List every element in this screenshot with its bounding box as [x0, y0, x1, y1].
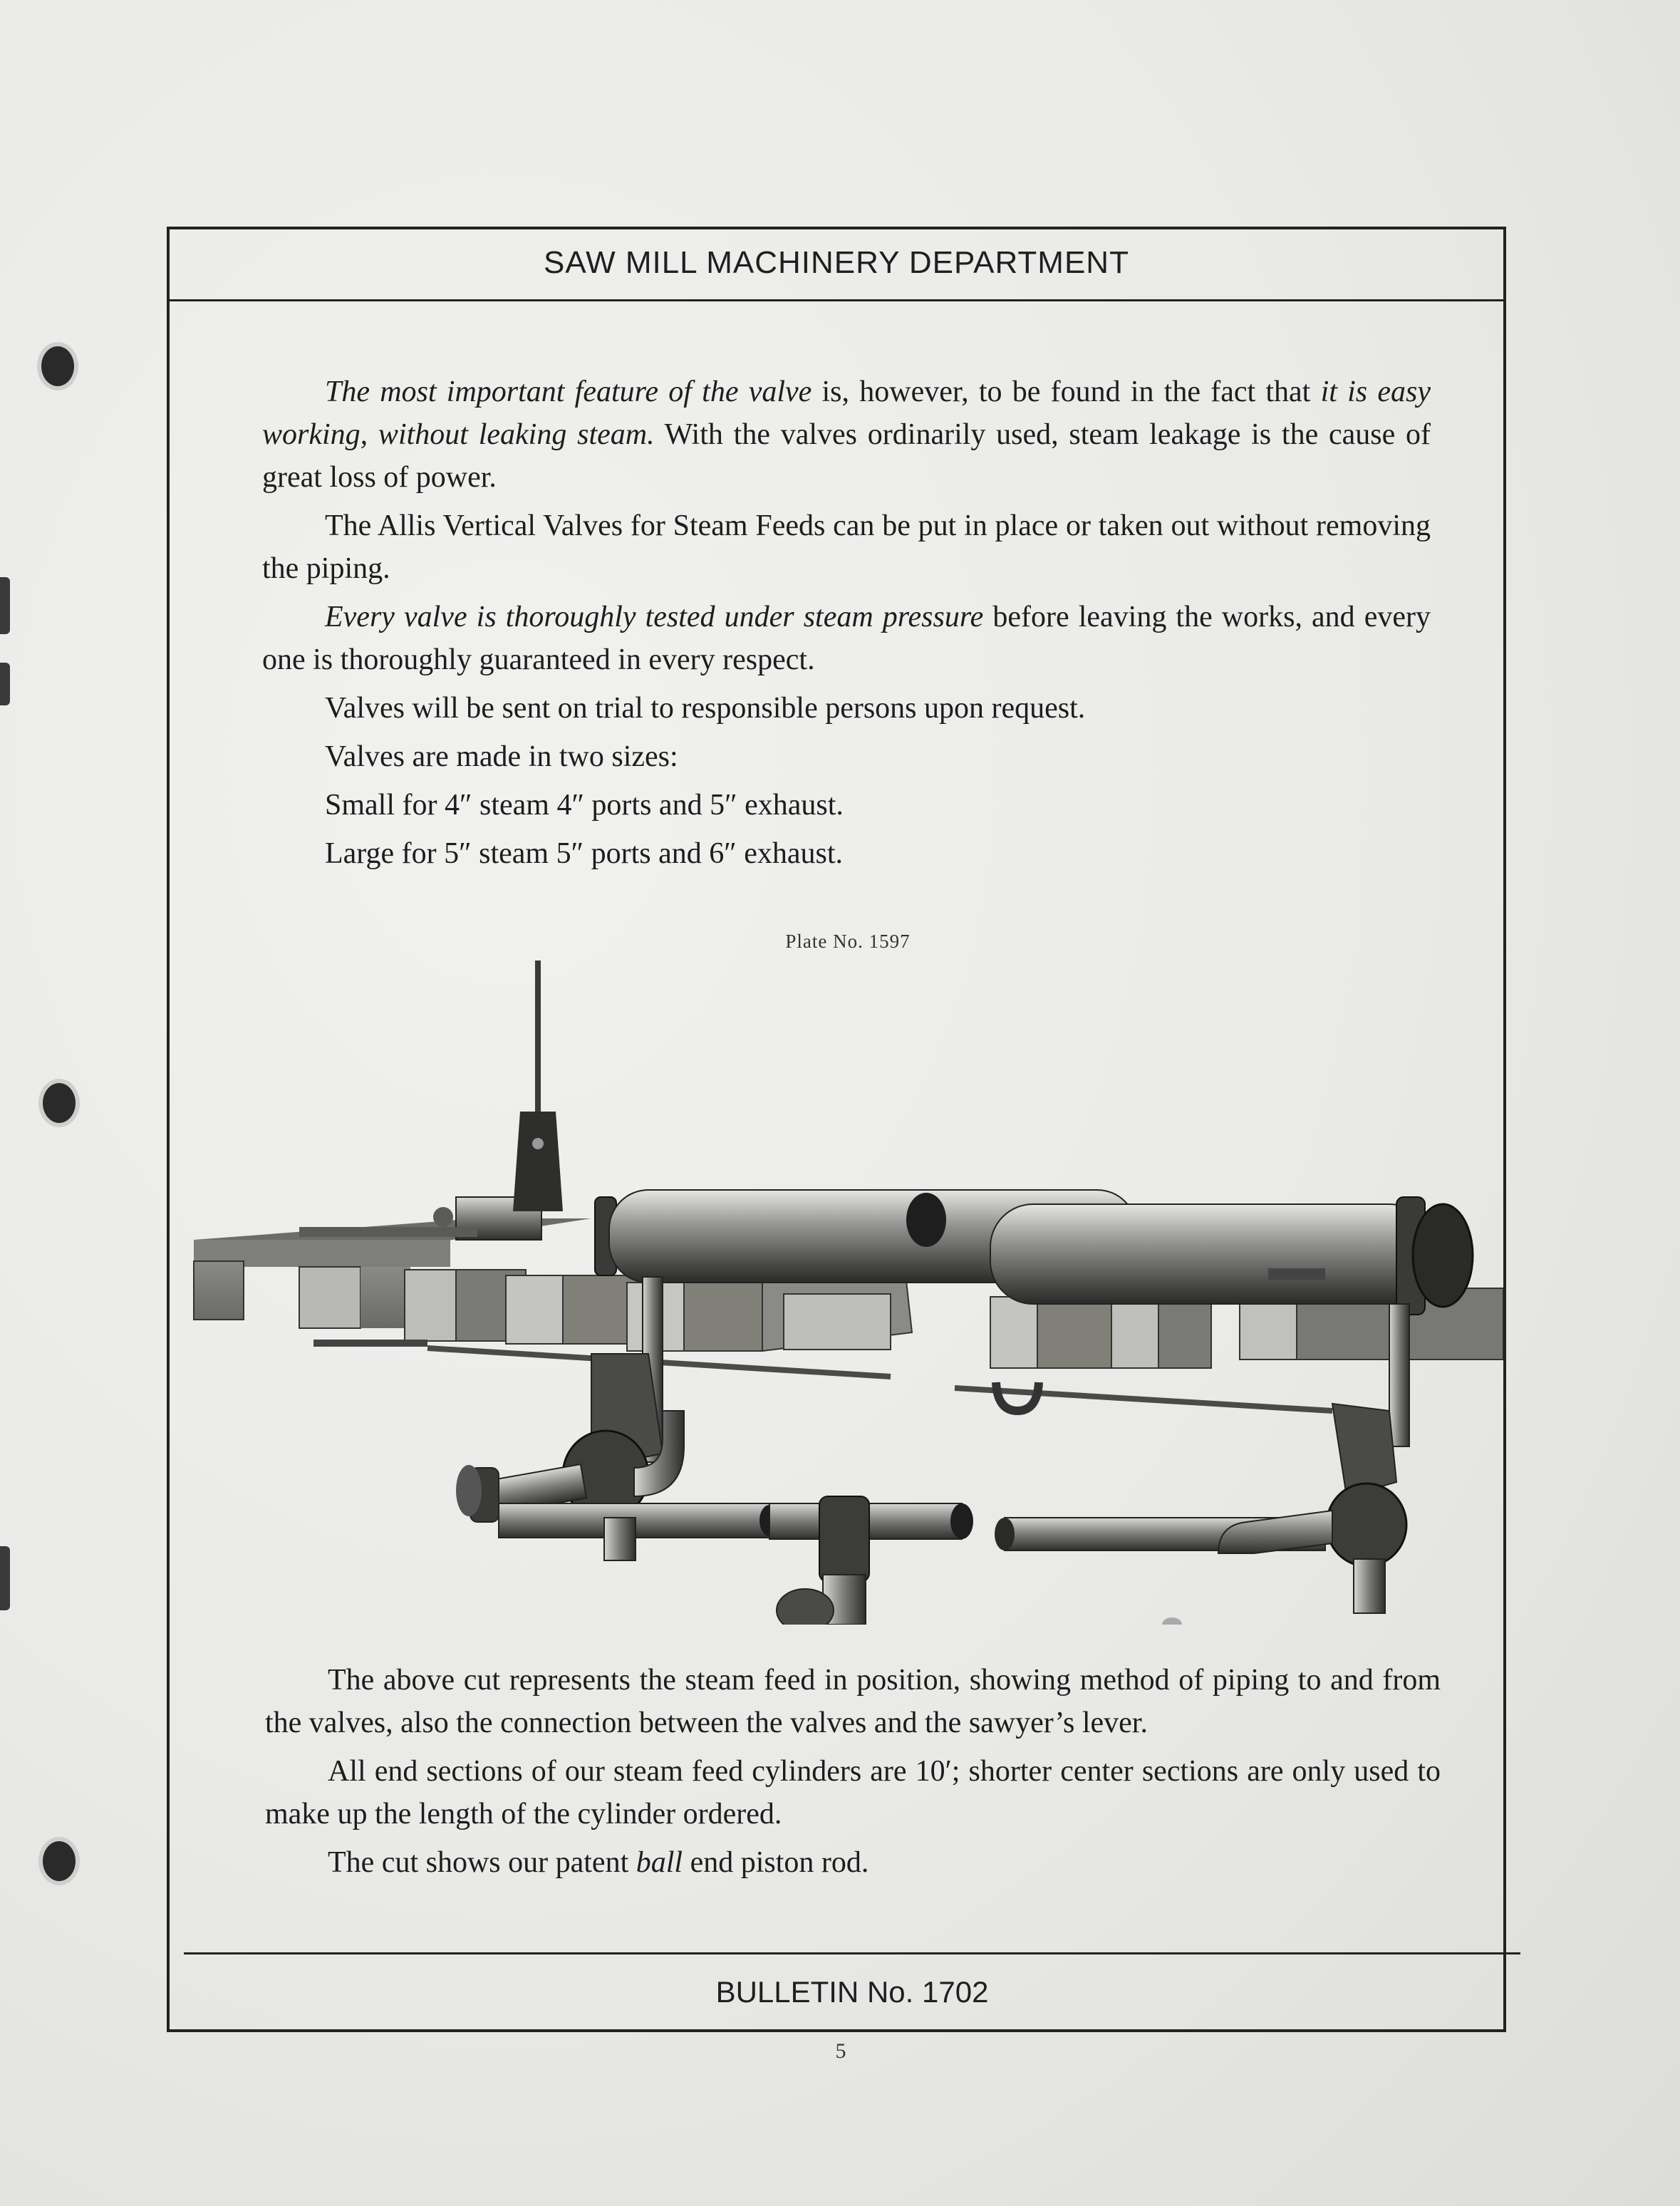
outro-text-block: [265, 1659, 1441, 1884]
bulletin-number: BULLETIN No. 1702: [715, 1975, 989, 2009]
binder-hole-middle: [43, 1083, 76, 1123]
paragraph-text: The cut shows our patent: [328, 1846, 636, 1879]
paragraph-cylinder-sections: All end sections of our steam feed cylinders are 10′; shorter center sections are only used to make up the length of the cylinder ordered.: [265, 1755, 1441, 1830]
emphasis-text: ball: [636, 1846, 683, 1879]
edge-wear-mark: [0, 663, 10, 705]
sawyer-lever: [513, 960, 563, 1211]
department-heading: SAW MILL MACHINERY DEPARTMENT: [544, 245, 1129, 280]
edge-wear-mark: [0, 1546, 10, 1610]
paragraph-text: end piston rod.: [683, 1846, 869, 1879]
page-number: 5: [835, 2039, 846, 2063]
emphasis-text: The most important feature of the valve: [325, 376, 812, 408]
right-steam-cylinder: [990, 1197, 1473, 1315]
paragraph-testing: [262, 596, 1431, 681]
paragraph-text: With the valves ordinarily used, steam leakage is the cause of great loss of power.: [262, 418, 1431, 494]
plate-caption: Plate No. 1597: [785, 931, 911, 952]
paragraph-removal: The Allis Vertical Valves for Steam Feeds can be put in place or taken out without removing the piping.: [262, 509, 1431, 585]
header-divider: [167, 299, 1506, 301]
paragraph-key-feature: [262, 371, 1431, 499]
paragraph-trial: Valves will be sent on trial to responsible persons upon request.: [325, 692, 1086, 725]
paragraph-cut-description: The above cut represents the steam feed in position, showing method of piping to and from the valves, also the connection between the valves and the sawyer’s lever.: [265, 1664, 1441, 1739]
middle-tee-fitting: [769, 1496, 973, 1625]
paragraph-sizes: Valves are made in two sizes:: [325, 740, 678, 773]
paragraph-text: before leaving the works, and every one is thoroughly guaranteed in every respect.: [262, 601, 1431, 676]
paragraph-text: is, however, to be found in the fact that: [812, 376, 1321, 408]
intro-text-block: [262, 371, 1431, 875]
binder-hole-top: [41, 346, 74, 386]
emphasis-text: it is easy working, without leaking steam.: [262, 376, 1431, 451]
size-small: Small for 4″ steam 4″ ports and 5″ exhaust.: [325, 789, 844, 822]
paragraph-piston-rod: [265, 1841, 1441, 1884]
edge-wear-mark: [0, 577, 10, 634]
binder-hole-bottom: [43, 1841, 76, 1881]
footer-divider: [184, 1952, 1520, 1954]
steam-feed-piping-illustration: [192, 955, 1503, 1625]
size-large: Large for 5″ steam 5″ ports and 6″ exhaust.: [325, 837, 844, 870]
emphasis-text: Every valve is thoroughly tested under steam pressure: [325, 601, 984, 633]
